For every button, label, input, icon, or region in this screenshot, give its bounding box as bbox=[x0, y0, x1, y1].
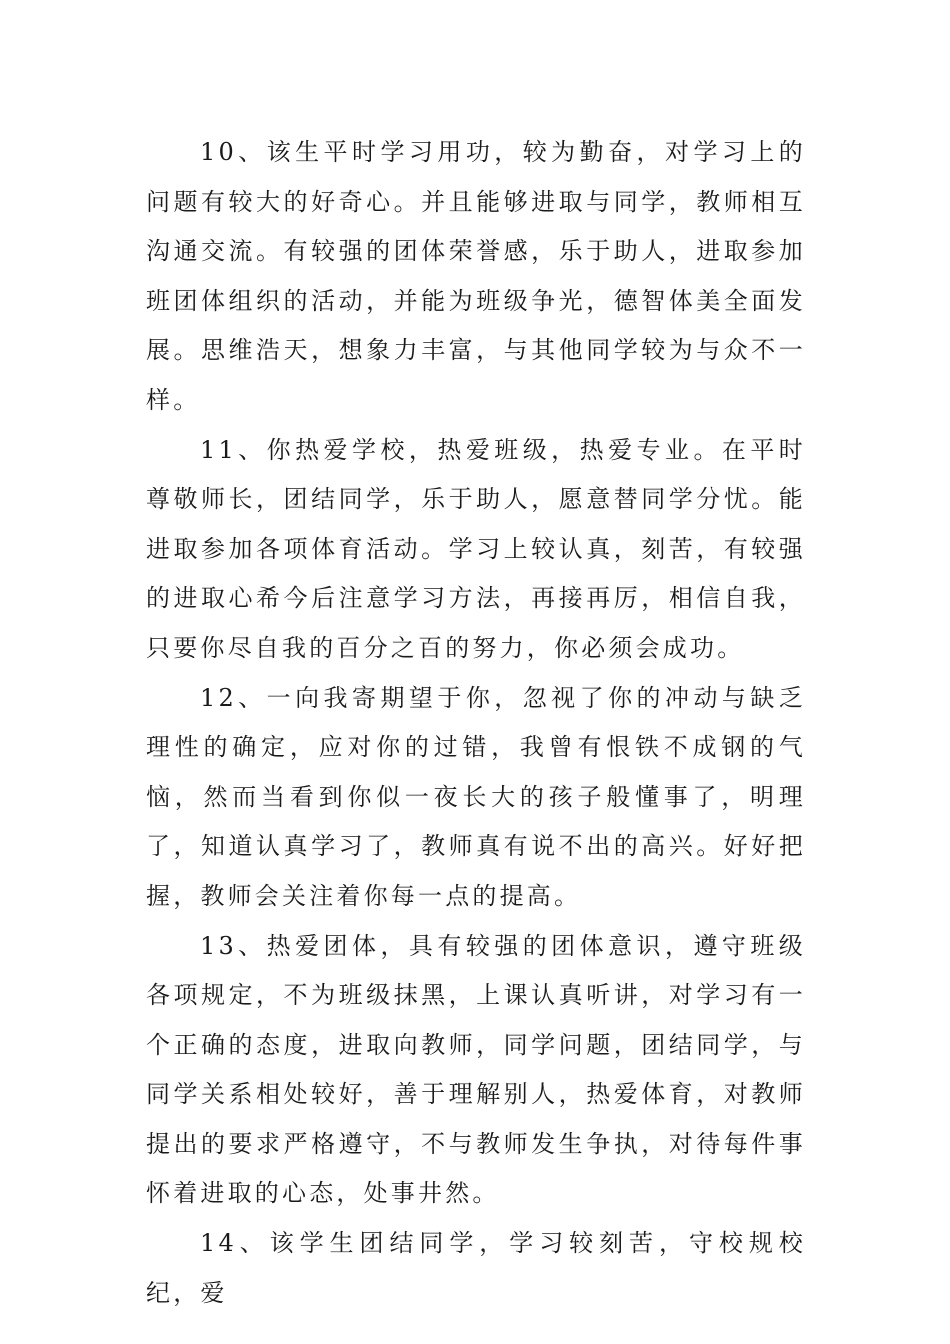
paragraph-12: 12、一向我寄期望于你，忽视了你的冲动与缺乏理性的确定，应对你的过错，我曾有恨铁不成钢的气恼，然而当看到你似一夜长大的孩子般懂事了，明理了，知道认真学习了，教师真有说不出的高兴。好好把握，教师会关注着你每一点的提高。 bbox=[146, 683, 806, 910]
paragraph-13: 13、热爱团体，具有较强的团体意识，遵守班级各项规定，不为班级抹黑，上课认真听讲，对学习有一个正确的态度，进取向教师，同学问题，团结同学，与同学关系相处较好，善于理解别人，热爱体育，对教师提出的要求严格遵守，不与教师发生争执，对待每件事怀着进取的心态，处事井然。 bbox=[146, 931, 806, 1208]
document-body bbox=[146, 128, 806, 1318]
paragraph-14: 14、该学生团结同学，学习较刻苦，守校规校纪，爱 bbox=[146, 1229, 806, 1307]
paragraph-10: 10、该生平时学习用功，较为勤奋，对学习上的问题有较大的好奇心。并且能够进取与同学，教师相互沟通交流。有较强的团体荣誉感，乐于助人，进取参加班团体组织的活动，并能为班级争光，德智体美全面发展。思维浩天，想象力丰富，与其他同学较为与众不一样。 bbox=[146, 138, 806, 414]
paragraph-11: 11、你热爱学校，热爱班级，热爱专业。在平时尊敬师长，团结同学，乐于助人，愿意替同学分忧。能进取参加各项体育活动。学习上较认真，刻苦，有较强的进取心希今后注意学习方法，再接再厉，相信自我，只要你尽自我的百分之百的努力，你必须会成功。 bbox=[146, 435, 806, 662]
